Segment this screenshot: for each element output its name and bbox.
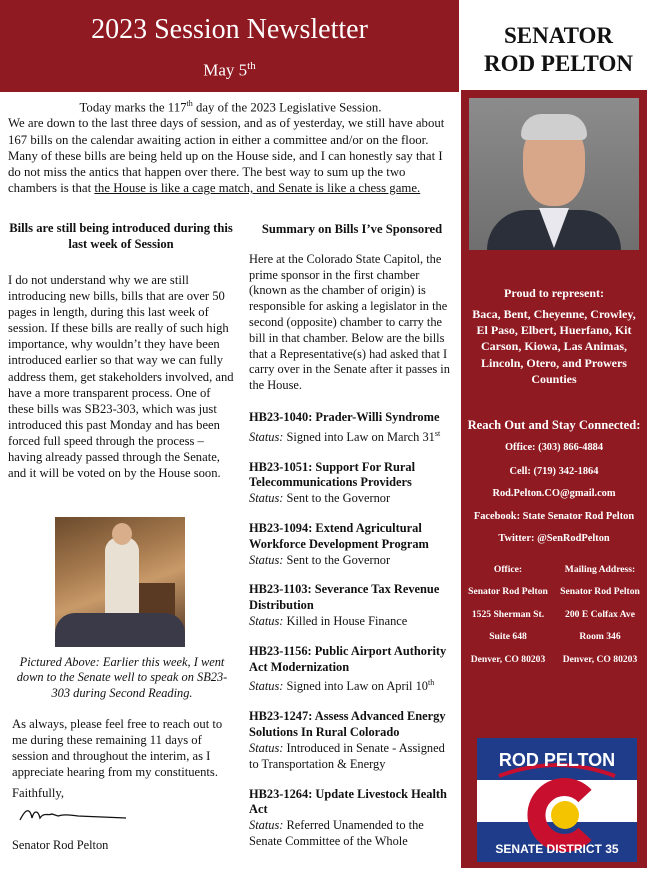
mailing-line: Denver, CO 80203 (562, 653, 638, 665)
bill-item (249, 582, 455, 629)
bill-status-text: Signed into Law on April 10 (283, 679, 428, 694)
bill-name: HB23-1247: Assess Advanced Energy Solutions In Rural Colorado (249, 709, 446, 740)
bill-status (249, 741, 455, 773)
middle-heading: Summary on Bills I’ve Sponsored (261, 222, 443, 236)
photo-caption: Pictured Above: Earlier this week, I went down to the Senate well to speak on SB23-303 during Second Reading. (16, 655, 228, 700)
district-logo-graphic (477, 738, 637, 862)
bill-item (249, 709, 455, 772)
mailing-line: Senator Rod Pelton (560, 586, 640, 598)
facebook-link[interactable]: Facebook: State Senator Rod Pelton (473, 511, 635, 522)
senator-title: SENATOR (503, 23, 614, 48)
mailing-heading: Mailing Address: (564, 564, 636, 575)
left-body: I do not understand why we are still introducing new bills, bills that are over 50 pages in length, during this last week of session. If these bills are really of such high importance, why wouldn’t they have been introduced earlier so that way we can fully address them, get stakeholders involved, and have a more transparent process. One of these bills was SB23-303, which was just introduced this past Monday and has been forced full speed through the process – having already passed through the Senate, and it will be voted on by the House soon. (8, 273, 234, 481)
bill-name: HB23-1094: Extend Agricultural Workforce Development Program (249, 521, 429, 551)
bill-status-text: Introduced in Senate - Assigned to Transportation & Energy (249, 740, 445, 771)
office-address (463, 559, 553, 671)
bill-status (249, 426, 455, 446)
bill-list (249, 410, 455, 850)
email-link[interactable]: Rod.Pelton.CO@gmail.com (492, 488, 616, 499)
bill-item (249, 460, 455, 507)
office-heading: Office: (493, 564, 523, 575)
signature-image (18, 804, 128, 826)
bill-name: HB23-1103: Severance Tax Revenue Distribution (249, 582, 440, 613)
intro-underlined: the House is like a cage match, and Senate is like a chess game. (94, 181, 421, 196)
intro-body: We are down to the last three days of session, and as of yesterday, we still have about 167 bills on the calendar awaiting action in either a committee and/or on the floor. Many of these bills are being held up on the House side, and I can honestly say that I do not miss the antics that happen over there. The best way to sum up the two chambers is that (8, 116, 445, 196)
intro-lead: Today marks the 117th day of the 2023 Legislative Session. (79, 99, 382, 115)
counties-list: Baca, Bent, Cheyenne, Crowley, El Paso, Elbert, Huerfano, Kit Carson, Kiowa, Las Animas, Lincoln, Otero, and Prowers Counties (472, 307, 636, 386)
bill-status (249, 553, 455, 569)
bill-status-text: Sent to the Governor (283, 552, 391, 567)
left-heading: Bills are still being introduced during this last week of Session (9, 221, 233, 251)
bill-name: HB23-1040: Prader-Willi Syndrome (249, 409, 440, 424)
faithfully-text: Faithfully, (12, 786, 65, 800)
office-line: Senator Rod Pelton (468, 586, 548, 598)
mailing-address (553, 559, 647, 671)
office-phone: Office: (303) 866-4884 (504, 442, 604, 453)
twitter-link[interactable]: Twitter: @SenRodPelton (498, 533, 610, 544)
newsletter-title: 2023 Session Newsletter (91, 14, 368, 45)
closing-paragraph: As always, please feel free to reach out to me during these remaining 11 days of session and throughout the interim, as I appreciate hearing from my constituents. (12, 717, 223, 779)
logo-top-text: ROD PELTON (498, 750, 616, 770)
office-line: 1525 Sherman St. (471, 608, 545, 620)
bill-status-label: Status: (249, 740, 284, 755)
bill-status-label: Status: (249, 491, 284, 506)
bill-item (249, 644, 455, 696)
bill-status-text: Sent to the Governor (283, 491, 391, 506)
bill-status-text: Signed into Law on March 31 (283, 429, 435, 444)
bill-name: HB23-1051: Support For Rural Telecommunications Providers (249, 459, 416, 490)
bill-status-label: Status: (249, 429, 284, 444)
bill-status (249, 614, 455, 630)
bill-status (249, 491, 455, 507)
bill-item (249, 410, 455, 446)
middle-column (249, 222, 455, 864)
bill-name: HB23-1264: Update Livestock Health Act (249, 786, 447, 817)
sidebar (461, 90, 647, 868)
bill-item (249, 521, 455, 568)
bill-status-text: Referred Unamended to the Senate Committee of the Whole (249, 818, 424, 848)
office-line: Suite 648 (489, 631, 527, 643)
senator-portrait (469, 98, 639, 250)
mailing-line: Room 346 (579, 631, 621, 643)
bill-name: HB23-1156: Public Airport Authority Act Modernization (249, 643, 447, 674)
connect-heading: Reach Out and Stay Connected: (467, 418, 641, 432)
senator-name-heading (459, 0, 658, 92)
bill-status-text: Killed in House Finance (283, 614, 408, 629)
newsletter-date: May 5th (203, 60, 256, 80)
bill-status-label: Status: (249, 818, 284, 833)
logo-bottom-text: SENATE DISTRICT 35 (495, 842, 619, 856)
signed-name: Senator Rod Pelton (12, 838, 109, 852)
bill-status-label: Status: (249, 552, 284, 567)
bill-status-label: Status: (249, 679, 284, 694)
bill-status-label: Status: (249, 614, 284, 629)
bill-status (249, 675, 455, 695)
mailing-line: 200 E Colfax Ave (565, 608, 635, 620)
office-line: Denver, CO 80203 (470, 653, 546, 665)
left-column (8, 220, 234, 481)
represent-heading: Proud to represent: (504, 286, 604, 300)
middle-body: Here at the Colorado State Capitol, the prime sponsor in the first chamber (known as the chamber of origin) is responsible for asking a legislator in the second (opposite) chamber to carry the bill in that chamber. Below are the bills that a Representative(s) had asked that I carry over in the Senate after it passes in the House. (249, 251, 450, 393)
intro-paragraph (8, 96, 453, 196)
bill-status-sup: th (427, 678, 435, 688)
cell-phone: Cell: (719) 342-1864 (509, 466, 599, 477)
bill-status (249, 818, 455, 850)
header-banner (0, 0, 459, 92)
senate-well-photo (55, 517, 185, 647)
bill-status-sup: st (434, 428, 441, 438)
bill-item (249, 787, 455, 850)
senator-name: ROD PELTON (484, 51, 633, 76)
district-logo (477, 738, 637, 862)
